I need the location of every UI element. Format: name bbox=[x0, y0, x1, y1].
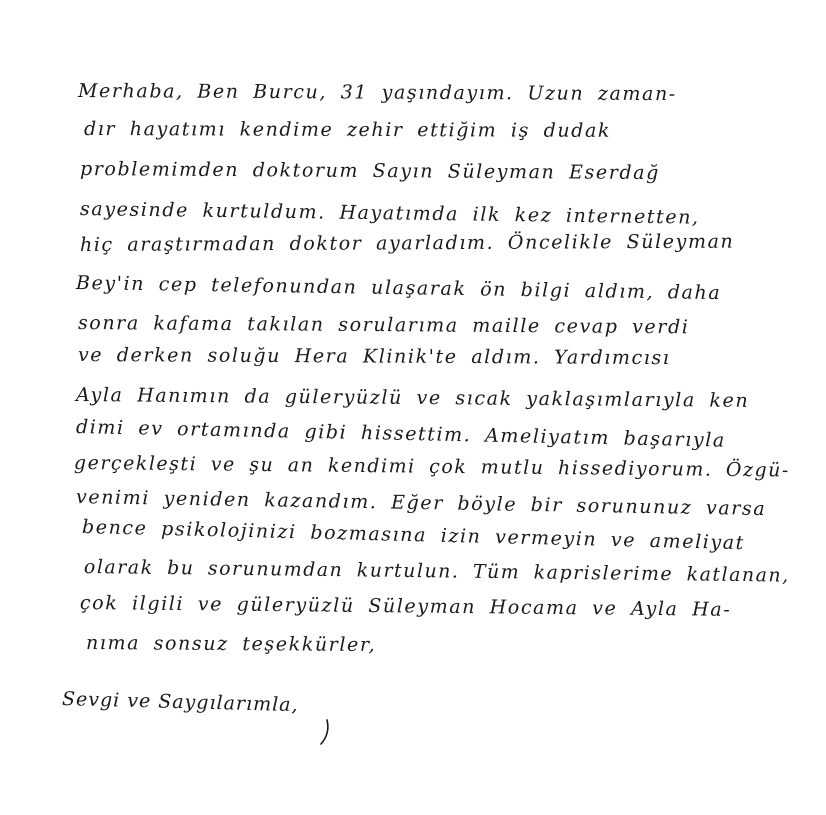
letter-line-8: ve derken soluğu Hera Klinik'te aldım. Yardımcısı bbox=[77, 344, 671, 370]
letter-line-2: dır hayatımı kendime zehir ettiğim iş dudak bbox=[83, 118, 612, 142]
closing-comma-stroke-icon bbox=[318, 718, 332, 746]
letter-line-15: çok ilgili ve güleryüzlü Süleyman Hocama ve Ayla Ha- bbox=[79, 592, 732, 621]
letter-line-4: sayesinde kurtuldum. Hayatımda ilk kez internetten, bbox=[79, 198, 700, 229]
letter-line-1: Merhaba, Ben Burcu, 31 yaşındayım. Uzun zaman- bbox=[77, 80, 677, 106]
letter-line-16: nıma sonsuz teşekkürler, bbox=[85, 632, 377, 657]
letter-line-12: venimi yeniden kazandım. Eğer böyle bir sorununuz varsa bbox=[75, 486, 767, 521]
letter-line-3: problemimden doktorum Sayın Süleyman Eserdağ bbox=[79, 158, 660, 185]
letter-line-9: Ayla Hanımın da güleryüzlü ve sıcak yaklaşımlarıyla ken bbox=[75, 384, 750, 412]
letter-line-7: sonra kafama takılan sorularıma maille cevap verdi bbox=[77, 312, 690, 339]
letter-line-14: olarak bu sorunumdan kurtulun. Tüm kaprislerime katlanan, bbox=[83, 556, 790, 587]
letter-line-13: bence psikolojinizi bozmasına izin vermeyin ve ameliyat bbox=[81, 516, 746, 555]
letter-line-6: Bey'in cep telefonundan ulaşarak ön bilgi aldım, daha bbox=[75, 272, 722, 305]
letter-closing: Sevgi ve Saygılarımla, bbox=[61, 688, 299, 717]
letter-line-5: hiç araştırmadan doktor ayarladım. Öncelikle Süleyman bbox=[79, 230, 735, 256]
letter-line-10: dimi ev ortamında gibi hissettim. Ameliyatım başarıyla bbox=[75, 416, 727, 452]
letter-line-11: gerçekleşti ve şu an kendimi çok mutlu hissediyorum. Özgü- bbox=[73, 452, 791, 482]
